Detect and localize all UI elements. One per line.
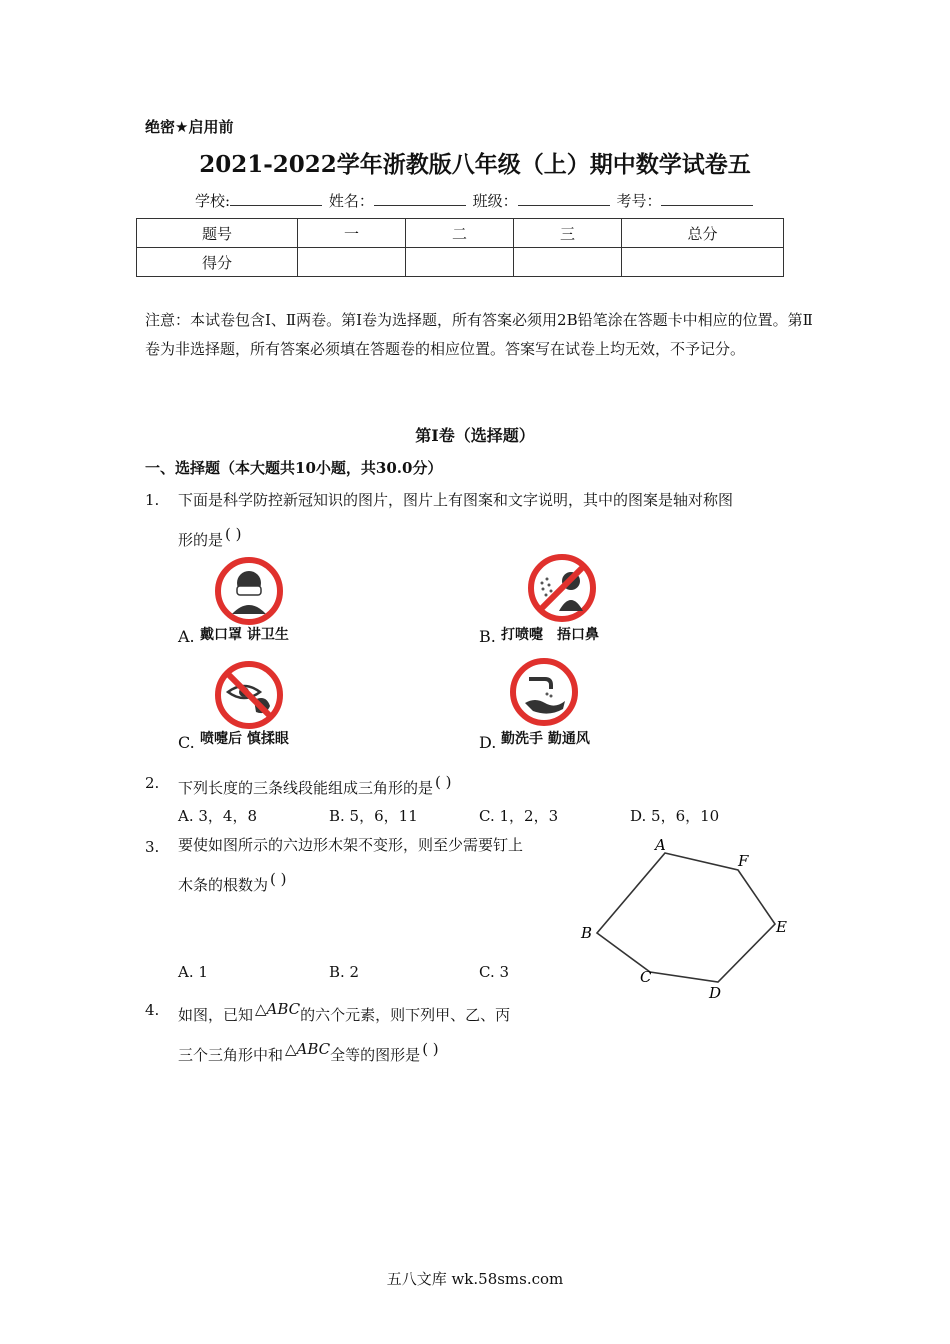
table-cell: 三 [514,219,622,248]
table-cell: 总分 [622,219,784,248]
question-1-text [178,483,818,557]
question-3-text [178,828,578,902]
option-c-caption: 喷嚏后 慎揉眼 [200,731,289,747]
question-2-option-b: B. 5，6，11 [329,807,418,825]
table-cell: 二 [406,219,514,248]
question-4-line1b: 的六个元素，则下列甲、乙、丙 [300,1006,511,1024]
option-b-caption: 打喷嚏 捂口鼻 [501,627,599,643]
name-blank [374,191,466,206]
vertex-label: E [776,918,787,936]
question-2-stem: 下列长度的三条线段能组成三角形的是 [178,779,434,797]
answer-paren: ( ) [270,870,287,888]
exam-no-label: 考号： [616,192,662,210]
option-d-image [509,657,579,731]
vertex-label: D [709,984,722,1002]
question-number: 2. [145,774,160,792]
triangle-abc: △ABC [255,1000,301,1018]
answer-paren: ( ) [422,1040,439,1058]
score-cell [622,248,784,277]
class-blank [518,191,610,206]
question-1-line1: 下面是科学防控新冠知识的图片，图片上有图案和文字说明，其中的图案是轴对称图 [178,491,734,509]
option-c-image [214,660,284,734]
question-3-option-b: B. 2 [329,963,360,981]
option-d-letter: D. [479,733,497,752]
question-3-line2: 木条的根数为 [178,876,269,894]
question-4-line1a: 如图，已知 [178,1006,254,1024]
vertex-label: A [655,836,666,854]
question-4-line2a: 三个三角形中和 [178,1046,284,1064]
question-3-line1: 要使如图所示的六边形木架不变形，则至少需要钉上 [178,836,524,854]
hexagon-figure [570,830,800,1005]
vertex-label: B [581,924,593,942]
student-info-line [195,190,755,211]
question-number: 1. [145,491,160,509]
school-label: 学校: [195,192,231,210]
part-title: 一、选择题（本大题共10小题，共30.0分） [145,459,443,477]
table-cell: 得分 [137,248,298,277]
exam-no-blank [661,191,753,206]
option-a-image [214,556,284,630]
answer-paren: ( ) [225,525,242,543]
hexagon-shape [597,853,775,982]
question-2-option-a: A. 3，4，8 [178,807,257,825]
vertex-label: C [640,968,652,986]
question-1-line2: 形的是 [178,531,224,549]
vertex-label: F [738,852,749,870]
exam-title: 2021-2022学年浙教版八年级（上）期中数学试卷五 [199,151,751,178]
sneeze-icon [527,553,597,623]
school-blank [230,191,322,206]
table-cell: 题号 [137,219,298,248]
option-a-letter: A. [178,627,195,646]
question-2-option-d: D. 5，6，10 [630,807,720,825]
score-cell [406,248,514,277]
triangle-abc: △ABC [285,1040,331,1058]
section-title: 第I卷（选择题） [415,426,535,445]
notice-paragraph: 注意：本试卷包含Ⅰ、Ⅱ两卷。第Ⅰ卷为选择题，所有答案必须用2B铅笔涂在答题卡中相应的位置。第Ⅱ卷为非选择题，所有答案必须填在答题卷的相应位置。答案写在试卷上均无效，不予记分。 [145,311,813,358]
question-number: 4. [145,1001,160,1019]
score-table-header-row [137,219,784,248]
score-cell [298,248,406,277]
question-3-option-c: C. 3 [479,963,510,981]
handwash-icon [509,657,579,727]
option-b-image [527,553,597,627]
question-2-option-c: C. 1，2，3 [479,807,559,825]
option-a-caption: 戴口罩 讲卫生 [200,627,289,643]
score-table-score-row [137,248,784,277]
question-2-text [178,765,452,805]
eye-rub-icon [214,660,284,730]
question-4-line2b: 全等的图形是 [330,1046,421,1064]
option-d-caption: 勤洗手 勤通风 [501,731,590,747]
name-label: 姓名： [328,192,374,210]
secret-label: 绝密★启用前 [145,118,234,136]
answer-paren: ( ) [435,773,452,791]
question-number: 3. [145,838,160,856]
table-cell: 一 [298,219,406,248]
mask-face-icon [214,556,284,626]
footer-watermark: 五八文库 wk.58sms.com [386,1270,564,1288]
class-label: 班级： [472,192,518,210]
score-cell [514,248,622,277]
option-c-letter: C. [178,733,195,752]
option-b-letter: B. [479,627,496,646]
question-4-text [178,992,598,1072]
score-table [136,218,784,277]
question-3-option-a: A. 1 [178,963,208,981]
